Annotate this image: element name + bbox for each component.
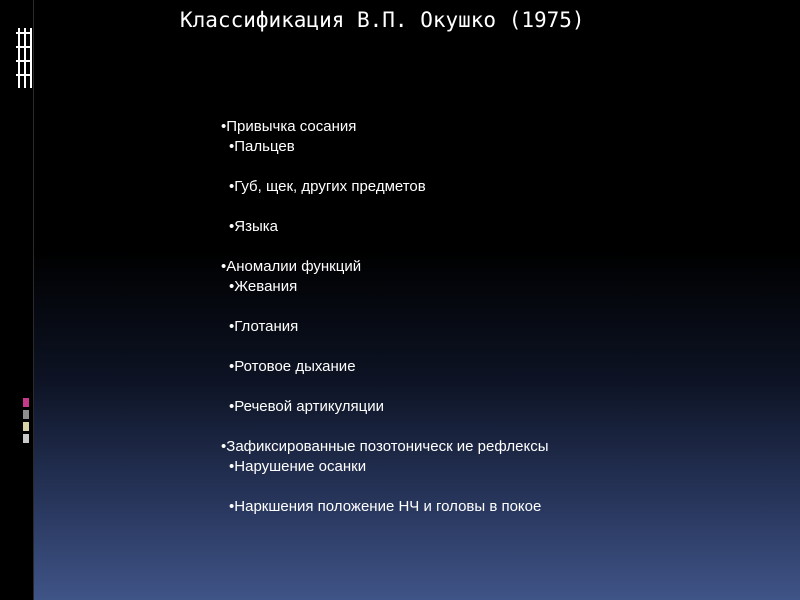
bullet-icon: • [229,458,235,475]
decorative-vertical-line [24,28,26,88]
list-item [229,278,297,295]
list-item-text: Ротовое дыхание [234,358,356,375]
list-item [229,458,366,475]
accent-square [23,434,29,443]
list-item [229,178,426,195]
bullet-icon: • [229,218,235,235]
list-item-text: Наркшения положение НЧ и головы в покое [234,498,542,515]
list-item-text: Жевания [234,278,298,295]
decorative-vertical-line [18,28,20,88]
list-item [229,218,278,235]
list-item-text: Глотания [234,318,299,335]
bullet-icon: • [221,258,227,275]
strip-divider [33,0,34,600]
bullet-icon: • [229,498,235,515]
list-item-heading [221,438,549,455]
list-item-text: Губ, щек, других предметов [234,178,426,195]
bullet-icon: • [229,318,235,335]
bullet-icon: • [229,178,235,195]
left-decorative-strip [0,0,33,600]
list-item-heading [221,258,361,275]
list-item-text: Языка [234,218,278,235]
list-item-text: Пальцев [234,138,295,155]
list-item [229,318,298,335]
bullet-icon: • [229,398,235,415]
bullet-icon: • [221,118,227,135]
list-item [229,138,295,155]
decorative-vertical-line [30,28,32,88]
bullet-icon: • [229,358,235,375]
list-item-text: Привычка сосания [226,118,357,135]
list-item-text: Нарушение осанки [234,458,367,475]
list-item [229,498,541,515]
bullet-icon: • [221,438,227,455]
bullet-icon: • [229,278,235,295]
accent-square [23,410,29,419]
list-item [229,358,356,375]
bullet-icon: • [229,138,235,155]
list-item [229,398,384,415]
list-item-text: Аномалии функций [226,258,362,275]
list-item-text: Речевой артикуляции [234,398,385,415]
accent-squares [23,398,29,446]
accent-square [23,398,29,407]
list-item-text: Зафиксированные позотоническ ие рефлексы [226,438,549,455]
list-item-heading [221,118,356,135]
accent-square [23,422,29,431]
slide-title: Классификация В.П. Окушко (1975) [180,8,585,32]
